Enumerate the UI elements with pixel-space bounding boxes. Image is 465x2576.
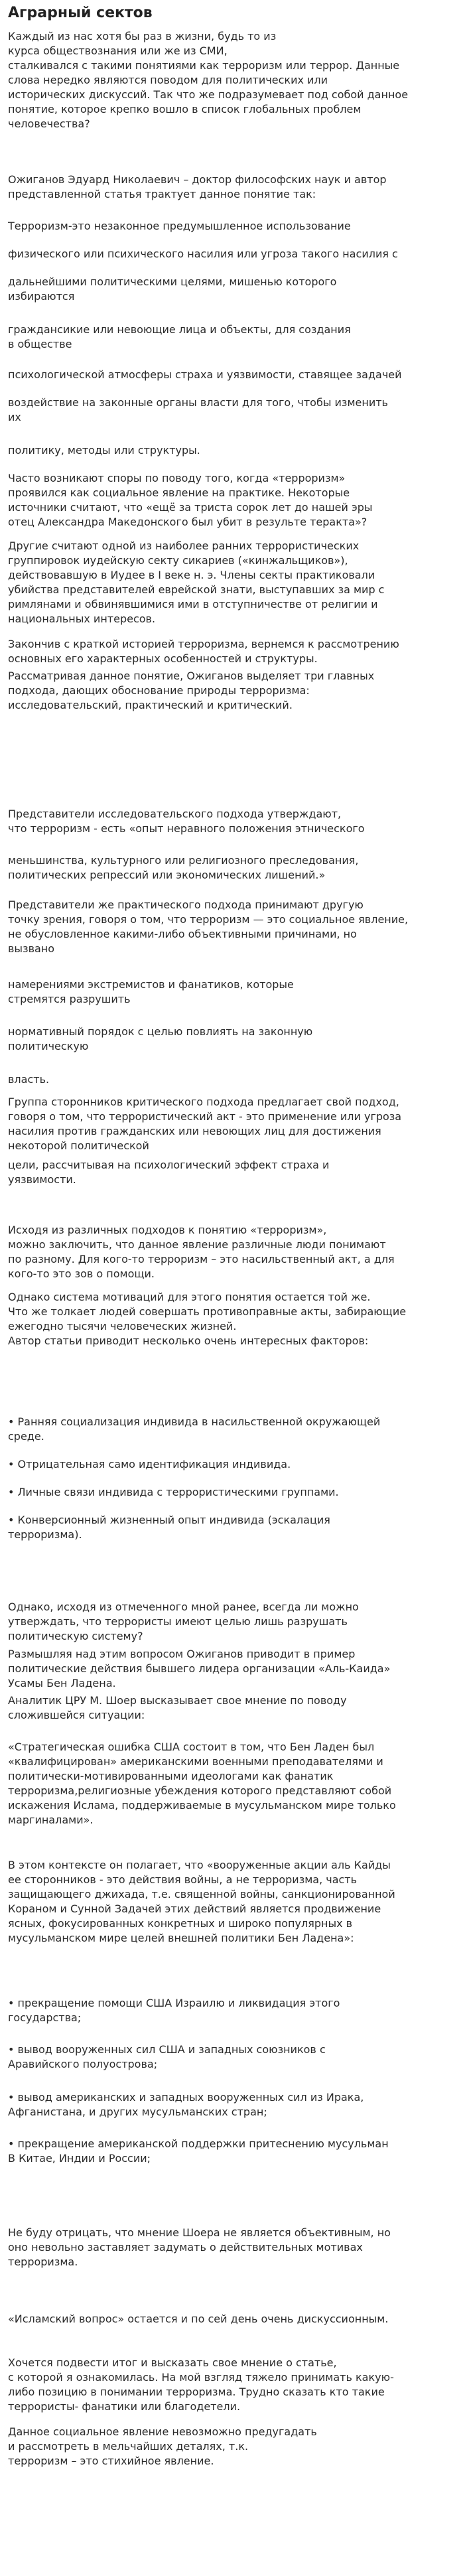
paragraph-line: в обществе: [8, 338, 72, 350]
paragraph-line: В этом контексте он полагает, что «вооруженные акции аль Кайды: [8, 1859, 391, 1871]
paragraph-line: слова нередко являются поводом для политических или: [8, 74, 328, 86]
paragraph-line: меньшинства, культурного или религиозного преследования,: [8, 854, 359, 867]
paragraph-line: Что же толкает людей совершать противоправные акты, забирающие: [8, 1305, 407, 1318]
paragraph-line: говоря о том, что террористический акт - это применение или угроза: [8, 1110, 402, 1123]
paragraph-line: не обусловленное какими-либо объективными причинами, но: [8, 928, 357, 940]
paragraph-line: оно невольно заставляет задумать о действительных мотивах: [8, 2241, 363, 2254]
paragraph-line: терроризма.: [8, 2255, 78, 2268]
paragraph-line: с которой я ознакомилась. На мой взгляд тяжело принимать какую-: [8, 2371, 394, 2384]
paragraph-line: Хочется подвести итог и высказать свое мнение о статье,: [8, 2356, 337, 2369]
paragraph-line: воздействие на законные органы власти для того, чтобы изменить: [8, 396, 388, 409]
paragraph-line: политических репрессий или экономических лишений.»: [8, 869, 326, 881]
paragraph-line: нормативный порядок с целью повлиять на законную: [8, 1025, 313, 1038]
paragraph-line: избираются: [8, 290, 75, 303]
paragraph-line: «Исламский вопрос» остается и по сей день очень дискуссионным.: [8, 2313, 389, 2325]
paragraph-line: убийства представителей еврейской знати, выступавших за мир с: [8, 583, 385, 596]
paragraph-line: • прекращение американской поддержки притеснению мусульман: [8, 2137, 389, 2150]
paragraph-line: их: [8, 411, 21, 423]
paragraph-line: мусульманском мире целей внешней политики Бен Ладена»:: [8, 1932, 354, 1944]
paragraph-line: Однако, исходя из отмеченного мной ранее, всегда ли можно: [8, 1601, 359, 1613]
paragraph-line: физического или психического насилия или угроза такого насилия с: [8, 248, 398, 260]
paragraph-line: «Стратегическая ошибка США состоит в том, что Бен Ладен был: [8, 1741, 375, 1753]
paragraph-line: Закончив с краткой историей терроризма, вернемся к рассмотрению: [8, 638, 399, 650]
paragraph-line: исследовательский, практический и критический.: [8, 699, 293, 711]
article-title: Аграрный сектов: [8, 5, 153, 21]
paragraph-line: политические действия бывшего лидера организации «Аль-Каида»: [8, 1662, 391, 1675]
paragraph-line: либо позицию в понимании терроризма. Трудно сказать кто такие: [8, 2386, 385, 2398]
paragraph-line: Ожиганов Эдуард Николаевич – доктор философских наук и автор: [8, 173, 387, 186]
paragraph-line: некоторой политической: [8, 1139, 149, 1152]
paragraph-line: власть.: [8, 1073, 50, 1086]
paragraph-line: курса обществознания или же из СМИ,: [8, 44, 228, 57]
paragraph-line: государства;: [8, 2011, 82, 2024]
paragraph-line: сталкивался с такими понятиями как терроризм или террор. Данные: [8, 59, 400, 72]
paragraph-line: Часто возникают споры по поводу того, когда «терроризм»: [8, 472, 346, 484]
paragraph-line: политическую: [8, 1040, 89, 1052]
paragraph-line: • Отрицательная само идентификация индивида.: [8, 1458, 291, 1470]
paragraph-line: проявился как социальное явление на практике. Некоторые: [8, 486, 350, 499]
paragraph-line: что терроризм - есть «опыт неравного положения этнического: [8, 822, 365, 835]
paragraph-line: намерениями экстремистов и фанатиков, которые: [8, 978, 294, 991]
paragraph-line: римлянами и обвинявшимися ими в отступничестве от религии и: [8, 598, 378, 610]
paragraph-line: исторических дискуссий. Так что же подразумевает под собой данное: [8, 88, 409, 101]
paragraph-line: утверждать, что террористы имеют целью лишь разрушать: [8, 1615, 348, 1628]
paragraph-line: Афганистана, и других мусульманских стран;: [8, 2106, 267, 2118]
paragraph-line: сложившейся ситуации:: [8, 1709, 145, 1721]
paragraph-line: • прекращение помощи США Израилю и ликвидация этого: [8, 1997, 340, 2009]
paragraph-line: • Ранняя социализация индивида в насильственной окружающей: [8, 1415, 381, 1428]
paragraph-line: человечества?: [8, 117, 90, 130]
paragraph-line: действовавшую в Иудее в I веке н. э. Члены секты практиковали: [8, 569, 375, 581]
paragraph-line: группировок иудейскую секту сикариев («кинжальщиков»),: [8, 554, 348, 567]
paragraph-line: насилия против гражданских или невоющих лиц для достижения: [8, 1125, 381, 1137]
paragraph-line: Данное социальное явление невозможно предугадать: [8, 2425, 317, 2438]
paragraph-line: основных его характерных особенностей и структуры.: [8, 652, 318, 665]
paragraph-line: политическую систему?: [8, 1630, 143, 1642]
paragraph-line: террористы- фанатики или благодетели.: [8, 2400, 241, 2413]
paragraph-line: Исходя из различных подходов к понятию «терроризм»,: [8, 1224, 327, 1236]
paragraph-line: Не буду отрицать, что мнение Шоера не является объективным, но: [8, 2226, 391, 2239]
paragraph-line: ее сторонников - это действия войны, а не терроризма, часть: [8, 1873, 358, 1886]
paragraph-line: ежегодно тысячи человеческих жизней.: [8, 1320, 237, 1332]
paragraph-line: В Китае, Индии и России;: [8, 2152, 151, 2165]
paragraph-line: • вывод американских и западных вооруженных сил из Ирака,: [8, 2091, 364, 2104]
paragraph-line: и рассмотреть в мельчайших деталях, т.к.: [8, 2440, 249, 2453]
paragraph-line: политику, методы или структуры.: [8, 444, 200, 457]
paragraph-line: Кораном и Сунной Задачей этих действий является продвижение: [8, 1902, 381, 1915]
paragraph-line: терроризм – это стихийное явление.: [8, 2455, 214, 2467]
paragraph-line: • Конверсионный жизненный опыт индивида (эскалация: [8, 1514, 330, 1526]
paragraph-line: граждансикие или невоющие лица и объекты, для создания: [8, 323, 351, 336]
paragraph-line: можно заключить, что данное явление различные люди понимают: [8, 1238, 386, 1251]
paragraph-line: понятие, которое крепко вошло в список глобальных проблем: [8, 103, 362, 115]
paragraph-line: Аравийского полуострова;: [8, 2058, 158, 2070]
paragraph-line: отец Александра Македонского был убит в результе теракта»?: [8, 516, 367, 528]
paragraph-line: «квалифицирован» американскими военными преподавателями и: [8, 1755, 383, 1768]
paragraph-line: Представители же практического подхода принимают другую: [8, 898, 364, 911]
paragraph-line: национальных интересов.: [8, 612, 156, 625]
paragraph-line: терроризма).: [8, 1528, 82, 1541]
paragraph-line: Аналитик ЦРУ М. Шоер высказывает свое мнение по поводу: [8, 1694, 347, 1707]
paragraph-line: политически-мотивированными идеологами как фанатик: [8, 1770, 334, 1782]
paragraph-line: уязвимости.: [8, 1173, 76, 1186]
paragraph-line: подхода, дающих обоснование природы терроризма:: [8, 684, 310, 697]
paragraph-line: Каждый из нас хотя бы раз в жизни, будь то из: [8, 30, 277, 42]
paragraph-line: Другие считают одной из наиболее ранних террористических: [8, 539, 360, 552]
paragraph-line: • вывод вооруженных сил США и западных союзников с: [8, 2043, 326, 2056]
paragraph-line: искажения Ислама, поддерживаемые в мусульманском мире только: [8, 1799, 396, 1812]
paragraph-line: Усамы Бен Ладена.: [8, 1677, 116, 1689]
paragraph-line: кого-то это зов о помощи.: [8, 1267, 155, 1280]
paragraph-line: дальнейшими политическими целями, мишенью которого: [8, 275, 337, 288]
paragraph-line: маргиналами».: [8, 1814, 94, 1826]
paragraph-line: Представители исследовательского подхода утверждают,: [8, 808, 342, 820]
paragraph-line: по разному. Для кого-то терроризм – это насильственный акт, а для: [8, 1253, 395, 1265]
paragraph-line: стремятся разрушить: [8, 993, 131, 1005]
paragraph-line: Размышляя над этим вопросом Ожиганов приводит в пример: [8, 1648, 356, 1660]
paragraph-line: психологической атмосферы страха и уязвимости, ставящее задачей: [8, 368, 402, 381]
paragraph-line: • Личные связи индивида с террористическими группами.: [8, 1486, 339, 1498]
paragraph-line: ясных, фокусированных конкретных и широко популярных в: [8, 1917, 353, 1930]
paragraph-line: среде.: [8, 1430, 44, 1443]
paragraph-line: защищающего джихада, т.е. священной войны, санкционированной: [8, 1888, 395, 1900]
paragraph-line: Группа сторонников критического подхода предлагает свой подход,: [8, 1096, 399, 1108]
paragraph-line: терроризма,религиозные убеждения которого представляют собой: [8, 1784, 392, 1797]
paragraph-line: вызвано: [8, 942, 55, 955]
paragraph-line: Терроризм-это незаконное предумышленное использование: [8, 220, 351, 232]
paragraph-line: Однако система мотиваций для этого понятия остается той же.: [8, 1291, 371, 1303]
paragraph-line: представленной статья трактует данное понятие так:: [8, 188, 316, 200]
paragraph-line: Автор статьи приводит несколько очень интересных факторов:: [8, 1334, 369, 1347]
paragraph-line: Рассматривая данное понятие, Ожиганов выделяет три главных: [8, 670, 375, 682]
paragraph-line: источники считают, что «ещё за триста сорок лет до нашей эры: [8, 501, 373, 514]
paragraph-line: цели, рассчитывая на психологический эффект страха и: [8, 1159, 330, 1171]
paragraph-line: точку зрения, говоря о том, что терроризм — это социальное явление,: [8, 913, 409, 926]
